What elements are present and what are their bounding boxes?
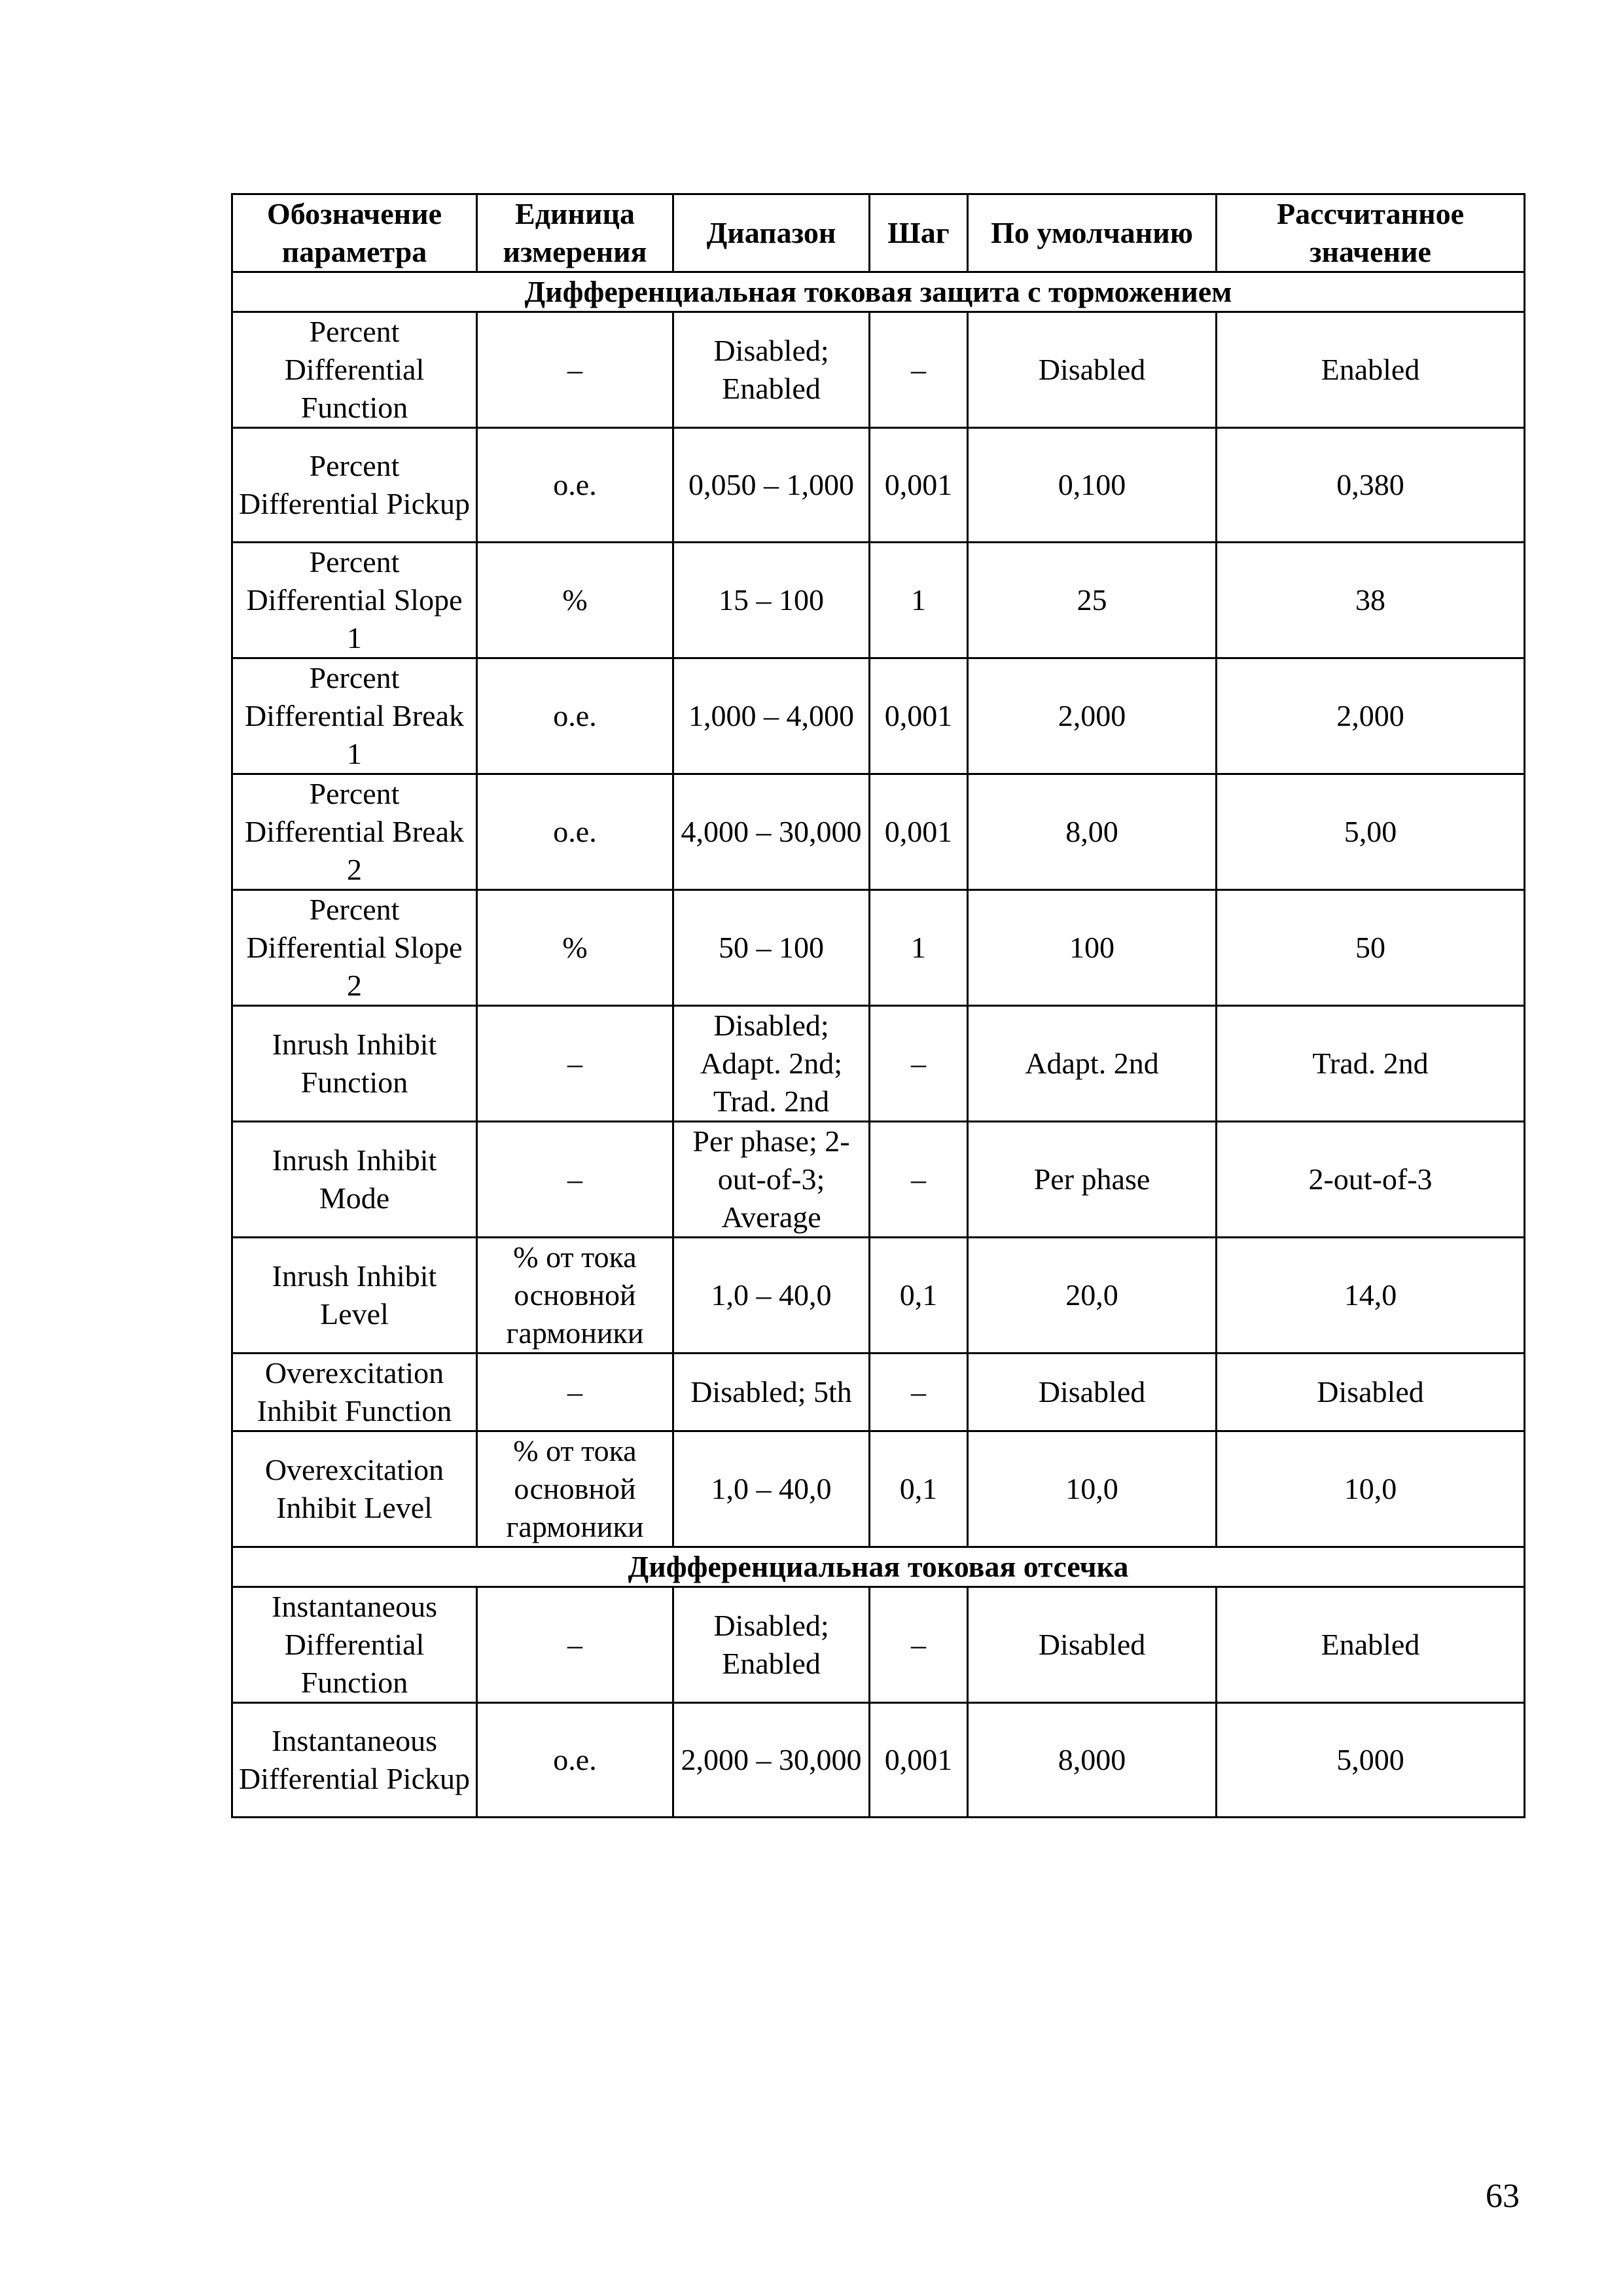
cell-unit: о.е. (477, 1703, 673, 1818)
cell-default: 0,100 (968, 428, 1217, 543)
column-header-step: Шаг (870, 194, 968, 272)
section-title: Дифференциальная токовая защита с торможением (232, 272, 1525, 312)
cell-default: 8,00 (968, 774, 1217, 890)
cell-range: 4,000 – 30,000 (673, 774, 870, 890)
table-row (232, 1587, 1525, 1703)
cell-calculated: 50 (1217, 890, 1525, 1006)
table-row (232, 543, 1525, 658)
cell-range: 1,0 – 40,0 (673, 1238, 870, 1354)
parameter-table (231, 193, 1525, 1818)
cell-default: 10,0 (968, 1431, 1217, 1547)
cell-unit: – (477, 312, 673, 428)
cell-default: Disabled (968, 1354, 1217, 1431)
column-header-parameter: Обозначение параметра (232, 194, 477, 272)
cell-parameter: Inrush Inhibit Function (232, 1006, 477, 1122)
table-header-row (232, 194, 1525, 272)
cell-step: 0,1 (870, 1238, 968, 1354)
cell-parameter: Inrush Inhibit Mode (232, 1122, 477, 1238)
cell-range: Disabled; Enabled (673, 1587, 870, 1703)
table-row (232, 1354, 1525, 1431)
cell-step: 0,001 (870, 658, 968, 774)
cell-parameter: Inrush Inhibit Level (232, 1238, 477, 1354)
table-row (232, 1431, 1525, 1547)
cell-range: 0,050 – 1,000 (673, 428, 870, 543)
cell-range: Disabled; Adapt. 2nd; Trad. 2nd (673, 1006, 870, 1122)
table-row (232, 1006, 1525, 1122)
cell-parameter: Instantaneous Differential Pickup (232, 1703, 477, 1818)
cell-calculated: 0,380 (1217, 428, 1525, 543)
cell-step: – (870, 1354, 968, 1431)
cell-unit: – (477, 1354, 673, 1431)
cell-default: Adapt. 2nd (968, 1006, 1217, 1122)
cell-unit: % (477, 543, 673, 658)
table-row (232, 774, 1525, 890)
cell-step: 0,001 (870, 428, 968, 543)
cell-step: 1 (870, 890, 968, 1006)
cell-range: 1,0 – 40,0 (673, 1431, 870, 1547)
cell-step: – (870, 1587, 968, 1703)
cell-parameter: Percent Differential Function (232, 312, 477, 428)
cell-step: 0,1 (870, 1431, 968, 1547)
cell-default: Disabled (968, 312, 1217, 428)
cell-step: 0,001 (870, 1703, 968, 1818)
cell-default: Per phase (968, 1122, 1217, 1238)
section-row (232, 1547, 1525, 1587)
cell-step: 0,001 (870, 774, 968, 890)
cell-calculated: 10,0 (1217, 1431, 1525, 1547)
table-row (232, 1238, 1525, 1354)
cell-calculated: 38 (1217, 543, 1525, 658)
cell-unit: о.е. (477, 774, 673, 890)
table-row (232, 890, 1525, 1006)
section-title: Дифференциальная токовая отсечка (232, 1547, 1525, 1587)
cell-parameter: Overexcitation Inhibit Level (232, 1431, 477, 1547)
cell-unit: % (477, 890, 673, 1006)
column-header-default: По умолчанию (968, 194, 1217, 272)
cell-default: 25 (968, 543, 1217, 658)
cell-calculated: Enabled (1217, 312, 1525, 428)
cell-range: 2,000 – 30,000 (673, 1703, 870, 1818)
cell-unit: % от тока основной гармоники (477, 1431, 673, 1547)
cell-parameter: Overexcitation Inhibit Function (232, 1354, 477, 1431)
cell-calculated: 5,00 (1217, 774, 1525, 890)
table-row (232, 1703, 1525, 1818)
cell-unit: о.е. (477, 428, 673, 543)
cell-default: 100 (968, 890, 1217, 1006)
cell-unit: – (477, 1587, 673, 1703)
cell-calculated: 14,0 (1217, 1238, 1525, 1354)
cell-parameter: Percent Differential Slope 2 (232, 890, 477, 1006)
cell-default: 2,000 (968, 658, 1217, 774)
cell-calculated: Disabled (1217, 1354, 1525, 1431)
table-row (232, 428, 1525, 543)
cell-calculated: Trad. 2nd (1217, 1006, 1525, 1122)
cell-step: 1 (870, 543, 968, 658)
column-header-unit: Единица измерения (477, 194, 673, 272)
cell-parameter: Percent Differential Pickup (232, 428, 477, 543)
column-header-calculated: Рассчитанное значение (1217, 194, 1525, 272)
cell-range: 50 – 100 (673, 890, 870, 1006)
cell-range: 15 – 100 (673, 543, 870, 658)
table-row (232, 658, 1525, 774)
table-row (232, 1122, 1525, 1238)
cell-calculated: 5,000 (1217, 1703, 1525, 1818)
cell-range: Per phase; 2-out-of-3; Average (673, 1122, 870, 1238)
cell-default: 8,000 (968, 1703, 1217, 1818)
cell-range: Disabled; 5th (673, 1354, 870, 1431)
cell-range: Disabled; Enabled (673, 312, 870, 428)
cell-parameter: Percent Differential Break 1 (232, 658, 477, 774)
column-header-range: Диапазон (673, 194, 870, 272)
cell-parameter: Percent Differential Break 2 (232, 774, 477, 890)
cell-range: 1,000 – 4,000 (673, 658, 870, 774)
section-row (232, 272, 1525, 312)
cell-calculated: 2-out-of-3 (1217, 1122, 1525, 1238)
cell-unit: – (477, 1122, 673, 1238)
cell-unit: – (477, 1006, 673, 1122)
cell-step: – (870, 312, 968, 428)
cell-calculated: 2,000 (1217, 658, 1525, 774)
cell-parameter: Percent Differential Slope 1 (232, 543, 477, 658)
cell-step: – (870, 1122, 968, 1238)
cell-step: – (870, 1006, 968, 1122)
cell-calculated: Enabled (1217, 1587, 1525, 1703)
cell-unit: % от тока основной гармоники (477, 1238, 673, 1354)
table-row (232, 312, 1525, 428)
page-number: 63 (1486, 2178, 1520, 2215)
cell-default: 20,0 (968, 1238, 1217, 1354)
cell-default: Disabled (968, 1587, 1217, 1703)
cell-unit: о.е. (477, 658, 673, 774)
cell-parameter: Instantaneous Differential Function (232, 1587, 477, 1703)
